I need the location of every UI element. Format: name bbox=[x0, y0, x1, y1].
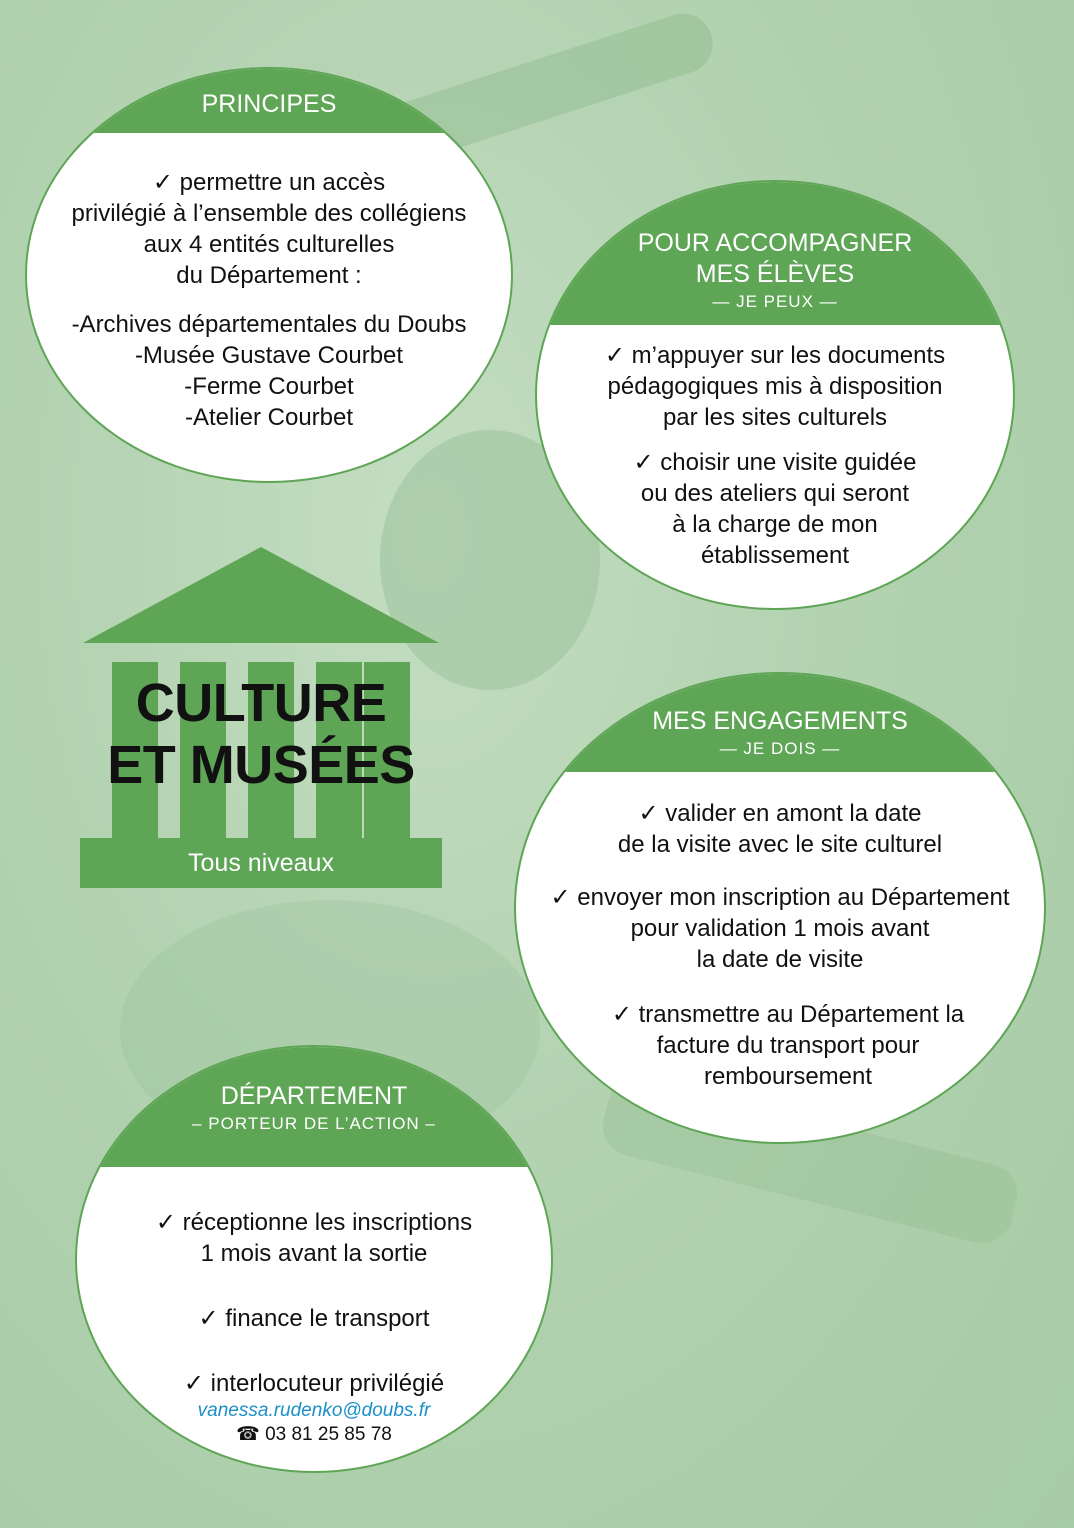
accompagner-item-line: à la charge de mon bbox=[672, 511, 878, 538]
accompagner-item-line: pédagogiques mis à disposition bbox=[607, 373, 943, 400]
engagements-subtitle: — JE DOIS — bbox=[719, 739, 841, 758]
principes-intro bbox=[27, 167, 511, 291]
engagements-item-line: ✓ envoyer mon inscription au Département bbox=[550, 884, 1010, 911]
departement-header bbox=[77, 1047, 551, 1167]
departement-subtitle: – PORTEUR DE L’ACTION – bbox=[192, 1114, 436, 1133]
departement-item bbox=[77, 1368, 551, 1447]
principes-title: PRINCIPES bbox=[201, 90, 337, 118]
engagements-item-line: ✓ valider en amont la date bbox=[638, 800, 922, 827]
accompagner-item-line: ✓ m’appuyer sur les documents bbox=[604, 342, 946, 369]
departement-body bbox=[77, 1207, 551, 1447]
accompagner-title-line1: POUR ACCOMPAGNER bbox=[637, 229, 913, 257]
principes-intro-line: ✓ permettre un accès bbox=[152, 169, 386, 196]
accompagner-title-line2: MES ÉLÈVES bbox=[695, 260, 855, 288]
engagements-title: MES ENGAGEMENTS bbox=[652, 707, 908, 735]
departement-title: DÉPARTEMENT bbox=[220, 1082, 408, 1110]
engagements-item-line: remboursement bbox=[703, 1063, 873, 1090]
engagements-item-line: ✓ transmettre au Département la bbox=[611, 1001, 965, 1028]
principes-intro-line: du Département : bbox=[176, 262, 362, 289]
departement-item-line: ✓ finance le transport bbox=[198, 1305, 430, 1332]
page-title bbox=[60, 672, 462, 796]
engagements-header bbox=[516, 674, 1044, 772]
accompagner-item-line: par les sites culturels bbox=[662, 404, 888, 431]
engagements-item-line: de la visite avec le site culturel bbox=[617, 831, 943, 858]
entity-item: -Archives départementales du Doubs bbox=[71, 311, 467, 338]
departement-item-line: ✓ interlocuteur privilégié bbox=[183, 1370, 445, 1397]
engagements-item-line: facture du transport pour bbox=[656, 1032, 920, 1059]
engagements-item bbox=[532, 999, 1044, 1092]
principes-circle bbox=[25, 67, 513, 483]
principes-body bbox=[27, 167, 511, 447]
accompagner-body bbox=[537, 340, 1013, 585]
engagements-item bbox=[516, 882, 1044, 975]
accompagner-circle bbox=[535, 180, 1015, 610]
departement-item-line: ✓ réceptionne les inscriptions bbox=[155, 1209, 473, 1236]
departement-item-line: 1 mois avant la sortie bbox=[200, 1240, 428, 1267]
page-title-line1: CULTURE bbox=[135, 673, 387, 733]
entity-item: -Ferme Courbet bbox=[184, 373, 354, 400]
accompagner-item bbox=[537, 447, 1013, 571]
accompagner-item bbox=[537, 340, 1013, 433]
contact-phone: ☎ 03 81 25 85 78 bbox=[236, 1424, 392, 1445]
museum-roof-icon bbox=[83, 547, 439, 643]
principes-intro-line: aux 4 entités culturelles bbox=[143, 231, 395, 258]
level-banner: Tous niveaux bbox=[80, 838, 442, 888]
page-title-line2: ET MUSÉES bbox=[107, 735, 415, 795]
engagements-item-line: la date de visite bbox=[696, 946, 864, 973]
entity-item: -Atelier Courbet bbox=[184, 404, 354, 431]
contact-email-link[interactable]: vanessa.rudenko@doubs.fr bbox=[197, 1400, 431, 1421]
principes-entities bbox=[27, 309, 511, 433]
principes-intro-line: privilégié à l’ensemble des collégiens bbox=[71, 200, 467, 227]
departement-item bbox=[77, 1303, 551, 1334]
accompagner-item-line: établissement bbox=[700, 542, 850, 569]
entity-item: -Musée Gustave Courbet bbox=[134, 342, 404, 369]
accompagner-header bbox=[537, 182, 1013, 325]
accompagner-subtitle: — JE PEUX — bbox=[712, 292, 838, 311]
accompagner-item-line: ou des ateliers qui seront bbox=[640, 480, 910, 507]
engagements-circle bbox=[514, 672, 1046, 1144]
departement-item bbox=[77, 1207, 551, 1269]
engagements-item-line: pour validation 1 mois avant bbox=[630, 915, 930, 942]
departement-circle bbox=[75, 1045, 553, 1473]
engagements-item bbox=[516, 798, 1044, 860]
principes-header bbox=[27, 69, 511, 133]
engagements-body bbox=[516, 798, 1044, 1106]
accompagner-item-line: ✓ choisir une visite guidée bbox=[633, 449, 917, 476]
